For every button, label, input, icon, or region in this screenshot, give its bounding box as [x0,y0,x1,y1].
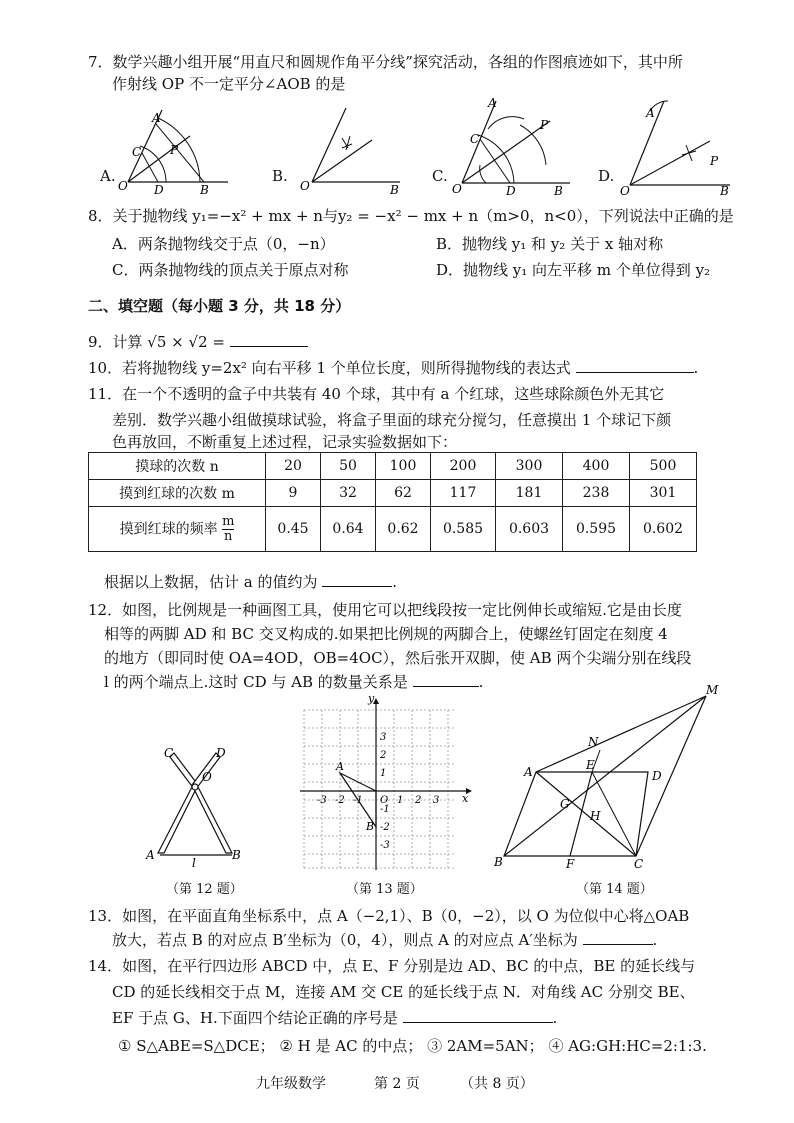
q7a-label-B: B [200,183,209,197]
fig13-label-B: B [366,820,375,833]
fig13-tick-x: 3 [433,795,440,806]
fig13-axis-y: y [368,692,375,705]
q8-option-b[interactable]: B．抛物线 y₁ 和 y₂ 关于 x 轴对称 [436,235,664,253]
fig14-label-D: D [652,769,662,783]
q7c-label-P: P [540,118,549,132]
q8-option-a[interactable]: A．两条抛物线交于点（0，−n） [112,235,335,253]
q9-text: 9．计算 √5 × √2 = [88,333,225,351]
table-cell: 500 [630,453,697,480]
table-cell: 100 [376,453,431,480]
fig14-label-N: N [588,735,599,749]
q7-figure-b [290,100,410,195]
table-cell: 20 [266,453,321,480]
table-row [89,507,697,552]
q8-stem: 8．关于抛物线 y₁=−x² + mx + n与y₂ = −x² − mx + n（m>0，n<0），下列说法中正确的是 [88,207,734,225]
q7-stem-line2: 作射线 OP 不一定平分∠AOB 的是 [112,75,346,93]
fig12-label-A: A [146,848,155,862]
fig12-label-B: B [232,848,241,862]
table-cell: 301 [630,480,697,507]
fig13-tick-x: O [380,795,389,806]
q7a-label-O: O [118,179,128,193]
fig12-label-O: O [202,770,212,784]
q7-option-c[interactable]: C. [432,167,448,185]
q14-line2: CD 的延长线相交于点 M，连接 AM 交 CE 的延长线于点 N．对角线 AC 分别交 BE、 [112,983,695,1001]
figure-14-caption: （第 14 题） [576,882,653,897]
q12-line4-text: l 的两个端点上.这时 CD 与 AB 的数量关系是 [104,673,408,691]
q7-option-b[interactable]: B. [272,167,288,185]
q7c-label-O: O [452,182,462,196]
fig14-label-H: H [590,809,601,823]
table-cell: 9 [266,480,321,507]
fig13-tick-y: -2 [380,822,390,833]
freq-label-text: 摸到红球的频率 [119,521,218,537]
fig14-label-E: E [586,758,595,772]
q12-line3: 的地方（即同时使 OA=4OD，OB=4OC），然后张开双脚，使 AB 两个尖端分别在线段 [104,649,692,667]
q12-line4: l 的两个端点上.这时 CD 与 AB 的数量关系是 . [104,673,484,691]
q7d-label-P: P [710,154,719,168]
q14-line1: 14．如图，在平行四边形 ABCD 中，点 E、F 分别是边 AD、BC 的中点，BE 的延长线与 [88,957,696,975]
q7c-label-C: C [470,132,480,146]
q8-option-d[interactable]: D．抛物线 y₁ 向左平移 m 个单位得到 y₂ [436,261,711,279]
q9-stem [88,332,308,352]
fig12-label-l: l [192,856,196,870]
q7-figure-c [450,95,580,198]
fraction-m-over-n [222,515,234,544]
figure-12-caption: （第 12 题） [166,882,243,897]
q14-answer-blank[interactable] [403,1008,553,1023]
q11-line2: 差别．数学兴趣小组做摸球试验，将盒子里面的球充分搅匀，任意摸出 1 个球记下颜 [112,411,672,429]
table-cell: 117 [431,480,496,507]
q11-line3: 色再放回，不断重复上述过程，记录实验数据如下： [112,433,458,451]
q7c-label-B: B [554,184,563,198]
q7d-label-B: B [720,184,729,198]
fig13-tick-x: -2 [335,795,345,806]
table-cell: 0.64 [321,507,376,552]
footer-subject: 九年级数学 [256,1076,326,1092]
frac-denominator: n [224,528,233,544]
section-heading-fill-in: 二、填空题（每小题 3 分，共 18 分） [88,297,351,315]
q11-data-table [88,452,697,552]
table-cell: 200 [431,453,496,480]
q14-line3-text: EF 于点 G、H.下面四个结论正确的序号是 [112,1009,398,1027]
fig13-axis-x: x [462,792,469,805]
table-cell: 0.585 [431,507,496,552]
fig14-label-G: G [560,797,570,811]
q7c-label-D: D [506,184,516,198]
q13-answer-blank[interactable] [583,930,653,945]
q7-option-a[interactable]: A. [100,167,116,185]
table-row-label: 摸到红球的次数 m [89,480,266,507]
fig13-tick-y: 1 [380,768,387,779]
fig13-tick-x: -3 [317,795,327,806]
q11-after: 根据以上数据，估计 a 的值约为 . [104,573,398,591]
footer-total-pages: （共 8 页） [460,1076,534,1092]
q7-option-d[interactable]: D. [598,167,615,185]
table-cell: 300 [496,453,563,480]
q7a-label-D: D [154,183,164,197]
fig13-tick-y: -1 [380,804,390,815]
table-cell: 400 [563,453,630,480]
table-cell: 0.45 [266,507,321,552]
fig14-label-A: A [524,765,533,779]
q7b-label-O: O [300,179,310,193]
fig12-label-D: D [216,746,226,760]
figure-14-parallelogram [494,683,724,871]
q7a-label-P: P [170,143,179,157]
table-cell: 181 [496,480,563,507]
q7c-label-A: A [488,96,497,110]
fig13-tick-x: 1 [397,795,404,806]
q11-answer-blank[interactable] [322,572,392,587]
table-cell: 32 [321,480,376,507]
q7-figure-a [118,100,238,195]
q13-line1: 13．如图，在平面直角坐标系中，点 A（−2,1）、B（0，−2），以 O 为位似中心将△OAB [88,907,690,925]
table-cell: 0.603 [496,507,563,552]
table-row [89,480,697,507]
q12-line2: 相等的两脚 AD 和 BC 交叉构成的.如果把比例规的两脚合上，使螺丝钉固定在刻度 4 [104,625,668,643]
figure-12-compass [140,745,250,870]
figure-13-coordinate-grid [296,692,472,872]
q11-line1: 11．在一个不透明的盒子中共装有 40 个球，其中有 a 个红球，这些球除颜色外无其它 [88,385,665,403]
fig14-label-C: C [634,857,644,871]
fig13-tick-x: 2 [415,795,422,806]
q10-text: 10．若将抛物线 y=2x² 向右平移 1 个单位长度，则所得抛物线的表达式 [88,359,571,377]
q14-conclusions: ① S△ABE=S△DCE； ② H 是 AC 的中点； ③ 2AM=5AN； ④ AG:GH:HC=2:1:3. [118,1037,707,1055]
q10-stem: 10．若将抛物线 y=2x² 向右平移 1 个单位长度，则所得抛物线的表达式 . [88,359,699,377]
table-cell: 0.602 [630,507,697,552]
q7a-label-A: A [152,111,161,125]
q7d-label-A: A [646,106,655,120]
table-row-label-frequency [89,507,266,552]
fig14-label-B: B [494,855,503,869]
fig13-label-A: A [336,760,344,773]
q7b-label-B: B [390,183,399,197]
q12-line1: 12．如图，比例规是一种画图工具，使用它可以把线段按一定比例伸长或缩短.它是由长度 [88,601,682,619]
figure-13-caption: （第 13 题） [346,882,423,897]
fig14-label-M: M [706,683,719,697]
footer-page-number: 第 2 页 [374,1076,420,1092]
frac-numerator: m [222,513,235,529]
table-row-label: 摸球的次数 n [89,453,266,480]
table-row [89,453,697,480]
q7-stem-line1: 7．数学兴趣小组开展“用直尺和圆规作角平分线”探究活动，各组的作图痕迹如下，其中所 [88,53,683,71]
q11-after-text: 根据以上数据，估计 a 的值约为 [104,573,318,591]
fig13-tick-y: -3 [380,840,390,851]
q7-figure-d [620,95,740,198]
q7d-label-O: O [620,184,630,198]
q10-answer-blank[interactable] [576,358,694,373]
q8-option-c[interactable]: C．两条抛物线的顶点关于原点对称 [112,261,349,279]
fig12-label-C: C [164,746,174,760]
q14-line3: EF 于点 G、H.下面四个结论正确的序号是 . [112,1009,558,1027]
fig13-tick-x: -1 [353,795,363,806]
q7a-label-C: C [132,145,142,159]
q9-answer-blank[interactable] [230,332,308,347]
fig13-tick-y: 3 [380,732,387,743]
fig14-label-F: F [566,857,575,871]
q13-line2: 放大，若点 B 的对应点 B′坐标为（0，4），则点 A 的对应点 A′坐标为 . [112,931,658,949]
q12-answer-blank[interactable] [413,672,479,687]
table-cell: 0.62 [376,507,431,552]
q13-line2-text: 放大，若点 B 的对应点 B′坐标为（0，4），则点 A 的对应点 A′坐标为 [112,931,578,949]
table-cell: 50 [321,453,376,480]
table-cell: 62 [376,480,431,507]
table-cell: 238 [563,480,630,507]
fig13-tick-y: 2 [380,750,387,761]
table-cell: 0.595 [563,507,630,552]
